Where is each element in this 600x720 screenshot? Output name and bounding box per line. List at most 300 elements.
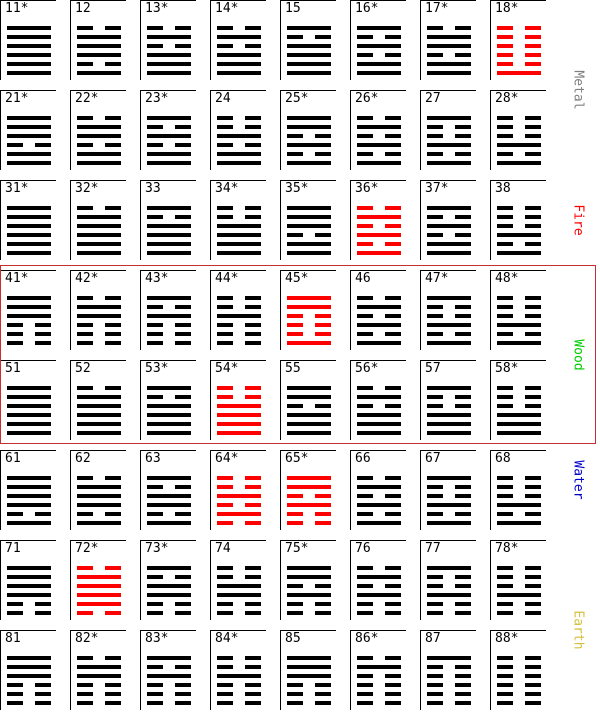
solid-line [147, 35, 191, 39]
solid-line [287, 476, 331, 480]
hexagram-number: 31* [5, 181, 29, 196]
hexagram-cell [350, 180, 406, 260]
broken-line-segment [385, 314, 401, 318]
broken-line-segment [357, 692, 373, 696]
hexagram-cell [490, 270, 546, 350]
broken-line-segment [217, 26, 233, 30]
solid-line [147, 53, 191, 57]
broken-line-segment [147, 485, 163, 489]
solid-line [77, 224, 121, 228]
broken-line-segment [147, 611, 163, 615]
broken-line-segment [175, 26, 191, 30]
solid-line [287, 62, 331, 66]
solid-line [287, 296, 331, 300]
hexagram-number: 82* [75, 631, 99, 646]
broken-line-segment [7, 323, 23, 327]
solid-line [147, 422, 191, 426]
hexagram-cell [350, 90, 406, 170]
solid-line [7, 476, 51, 480]
broken-line-segment [357, 296, 373, 300]
broken-line-segment [217, 395, 233, 399]
broken-line-segment [147, 332, 163, 336]
broken-line-segment [105, 143, 121, 147]
hexagram-number: 66 [355, 451, 371, 466]
solid-line [357, 44, 401, 48]
broken-line-segment [525, 575, 541, 579]
broken-line-segment [525, 692, 541, 696]
broken-line-segment [245, 386, 261, 390]
solid-line [147, 206, 191, 210]
solid-line [357, 575, 401, 579]
broken-line-segment [217, 323, 233, 327]
broken-line-segment [245, 566, 261, 570]
solid-line [287, 422, 331, 426]
broken-line-segment [77, 296, 93, 300]
broken-line-segment [7, 512, 23, 516]
solid-line [217, 35, 261, 39]
hexagram-number: 68 [495, 451, 511, 466]
hexagram-cell [0, 540, 56, 620]
hexagram-cell [280, 450, 336, 530]
broken-line-segment [427, 575, 443, 579]
broken-line-segment [455, 53, 471, 57]
broken-line-segment [287, 602, 303, 606]
hexagram-cell [0, 270, 56, 350]
solid-line [7, 665, 51, 669]
broken-line-segment [175, 512, 191, 516]
hexagram-cell [140, 360, 196, 440]
broken-line-segment [455, 233, 471, 237]
solid-line [427, 422, 471, 426]
broken-line-segment [105, 611, 121, 615]
solid-line [497, 143, 541, 147]
broken-line-segment [357, 386, 373, 390]
hexagram-number: 57 [425, 361, 441, 376]
solid-line [7, 494, 51, 498]
broken-line-segment [497, 485, 513, 489]
solid-line [427, 161, 471, 165]
broken-line-segment [427, 611, 443, 615]
broken-line-segment [147, 26, 163, 30]
element-name: Earth [570, 610, 586, 650]
solid-line [287, 125, 331, 129]
solid-line [287, 575, 331, 579]
broken-line-segment [147, 44, 163, 48]
hexagram-cell [420, 90, 476, 170]
broken-line-segment [455, 26, 471, 30]
broken-line-segment [245, 701, 261, 705]
solid-line [147, 116, 191, 120]
broken-line-segment [385, 476, 401, 480]
broken-line-segment [217, 683, 233, 687]
broken-line-segment [245, 503, 261, 507]
broken-line-segment [147, 125, 163, 129]
broken-line-segment [385, 53, 401, 57]
broken-line-segment [175, 701, 191, 705]
broken-line-segment [245, 692, 261, 696]
solid-line [217, 251, 261, 255]
broken-line-segment [287, 134, 303, 138]
solid-line [287, 386, 331, 390]
broken-line-segment [147, 692, 163, 696]
hexagram-cell [210, 270, 266, 350]
broken-line-segment [525, 494, 541, 498]
broken-line-segment [497, 512, 513, 516]
solid-line [147, 413, 191, 417]
hexagram-cell [420, 360, 476, 440]
broken-line-segment [385, 566, 401, 570]
solid-line [147, 161, 191, 165]
broken-line-segment [315, 332, 331, 336]
broken-line-segment [105, 692, 121, 696]
broken-line-segment [35, 683, 51, 687]
solid-line [427, 224, 471, 228]
hexagram-number: 47* [425, 271, 449, 286]
solid-line [147, 251, 191, 255]
hexagram-number: 64* [215, 451, 239, 466]
solid-line [427, 476, 471, 480]
broken-line-segment [217, 215, 233, 219]
broken-line-segment [497, 701, 513, 705]
solid-line [357, 251, 401, 255]
broken-line-segment [245, 395, 261, 399]
hexagram-number: 77 [425, 541, 441, 556]
broken-line-segment [217, 125, 233, 129]
broken-line-segment [357, 494, 373, 498]
solid-line [77, 413, 121, 417]
broken-line-segment [217, 143, 233, 147]
broken-line-segment [35, 143, 51, 147]
hexagram-cell [490, 450, 546, 530]
broken-line-segment [217, 206, 233, 210]
broken-line-segment [175, 575, 191, 579]
hexagram-number: 17* [425, 1, 449, 16]
broken-line-segment [525, 116, 541, 120]
element-name: Wood [570, 339, 586, 371]
solid-line [147, 476, 191, 480]
broken-line-segment [35, 323, 51, 327]
hexagram-number: 27 [425, 91, 441, 106]
broken-line-segment [525, 242, 541, 246]
hexagram-cell [0, 360, 56, 440]
solid-line [7, 62, 51, 66]
solid-line [497, 422, 541, 426]
broken-line-segment [217, 305, 233, 309]
broken-line-segment [455, 665, 471, 669]
broken-line-segment [427, 332, 443, 336]
broken-line-segment [497, 683, 513, 687]
solid-line [147, 62, 191, 66]
hexagram-number: 35* [285, 181, 309, 196]
broken-line-segment [217, 503, 233, 507]
hexagram-cell [0, 180, 56, 260]
solid-line [147, 503, 191, 507]
solid-line [147, 566, 191, 570]
solid-line [287, 215, 331, 219]
solid-line [77, 485, 121, 489]
hexagram-number: 15 [285, 1, 301, 16]
broken-line-segment [77, 332, 93, 336]
solid-line [7, 242, 51, 246]
solid-line [217, 71, 261, 75]
solid-line [217, 674, 261, 678]
broken-line-segment [427, 134, 443, 138]
solid-line [7, 674, 51, 678]
hexagram-cell [70, 450, 126, 530]
hexagram-number: 76 [355, 541, 371, 556]
broken-line-segment [77, 386, 93, 390]
broken-line-segment [455, 602, 471, 606]
hexagram-cell [70, 180, 126, 260]
broken-line-segment [245, 521, 261, 525]
solid-line [147, 404, 191, 408]
solid-line [427, 431, 471, 435]
solid-line [287, 305, 331, 309]
hexagram-number: 65* [285, 451, 309, 466]
broken-line-segment [497, 575, 513, 579]
broken-line-segment [427, 692, 443, 696]
hexagram-cell [210, 630, 266, 710]
broken-line-segment [245, 656, 261, 660]
broken-line-segment [245, 332, 261, 336]
broken-line-segment [147, 512, 163, 516]
broken-line-segment [525, 215, 541, 219]
broken-line-segment [35, 701, 51, 705]
hexagram-cell [70, 360, 126, 440]
hexagram-cell [70, 540, 126, 620]
broken-line-segment [217, 485, 233, 489]
broken-line-segment [245, 26, 261, 30]
broken-line-segment [357, 476, 373, 480]
broken-line-segment [427, 395, 443, 399]
hexagram-cell [0, 450, 56, 530]
broken-line-segment [175, 665, 191, 669]
broken-line-segment [497, 692, 513, 696]
broken-line-segment [7, 683, 23, 687]
broken-line-segment [245, 296, 261, 300]
hexagram-cell [350, 540, 406, 620]
broken-line-segment [175, 341, 191, 345]
broken-line-segment [427, 404, 443, 408]
broken-line-segment [175, 305, 191, 309]
broken-line-segment [427, 683, 443, 687]
broken-line-segment [245, 323, 261, 327]
broken-line-segment [455, 485, 471, 489]
broken-line-segment [315, 233, 331, 237]
solid-line [357, 143, 401, 147]
broken-line-segment [525, 683, 541, 687]
solid-line [497, 413, 541, 417]
broken-line-segment [105, 701, 121, 705]
solid-line [7, 224, 51, 228]
solid-line [77, 584, 121, 588]
broken-line-segment [427, 53, 443, 57]
hexagram-cell [0, 0, 56, 80]
broken-line-segment [315, 683, 331, 687]
solid-line [77, 242, 121, 246]
broken-line-segment [245, 125, 261, 129]
broken-line-segment [217, 701, 233, 705]
solid-line [287, 431, 331, 435]
hexagram-number: 54* [215, 361, 239, 376]
hexagram-cell [210, 90, 266, 170]
broken-line-segment [525, 44, 541, 48]
broken-line-segment [497, 494, 513, 498]
broken-line-segment [175, 395, 191, 399]
broken-line-segment [427, 215, 443, 219]
solid-line [217, 314, 261, 318]
broken-line-segment [525, 584, 541, 588]
solid-line [287, 224, 331, 228]
hexagram-cell [140, 270, 196, 350]
broken-line-segment [7, 602, 23, 606]
broken-line-segment [497, 206, 513, 210]
hexagram-number: 86* [355, 631, 379, 646]
broken-line-segment [455, 674, 471, 678]
broken-line-segment [455, 692, 471, 696]
broken-line-segment [385, 692, 401, 696]
solid-line [217, 53, 261, 57]
broken-line-segment [105, 683, 121, 687]
broken-line-segment [147, 602, 163, 606]
solid-line [147, 521, 191, 525]
broken-line-segment [217, 116, 233, 120]
broken-line-segment [525, 296, 541, 300]
solid-line [217, 593, 261, 597]
broken-line-segment [147, 683, 163, 687]
broken-line-segment [385, 584, 401, 588]
solid-line [7, 251, 51, 255]
broken-line-segment [455, 314, 471, 318]
solid-line [77, 35, 121, 39]
solid-line [7, 503, 51, 507]
broken-line-segment [385, 296, 401, 300]
solid-line [427, 503, 471, 507]
broken-line-segment [455, 512, 471, 516]
solid-line [77, 395, 121, 399]
hexagram-number: 48* [495, 271, 519, 286]
broken-line-segment [315, 35, 331, 39]
hexagram-cell [420, 540, 476, 620]
solid-line [77, 575, 121, 579]
broken-line-segment [357, 701, 373, 705]
solid-line [77, 674, 121, 678]
hexagram-cell [140, 630, 196, 710]
broken-line-segment [357, 584, 373, 588]
broken-line-segment [315, 602, 331, 606]
broken-line-segment [497, 305, 513, 309]
broken-line-segment [245, 476, 261, 480]
hexagram-cell [490, 90, 546, 170]
broken-line-segment [217, 476, 233, 480]
broken-line-segment [217, 296, 233, 300]
broken-line-segment [77, 512, 93, 516]
broken-line-segment [287, 584, 303, 588]
broken-line-segment [175, 125, 191, 129]
hexagram-number: 33 [145, 181, 161, 196]
solid-line [147, 386, 191, 390]
solid-line [77, 134, 121, 138]
hexagram-number: 53* [145, 361, 169, 376]
solid-line [217, 404, 261, 408]
hexagram-number: 13* [145, 1, 169, 16]
solid-line [357, 485, 401, 489]
hexagram-number: 11* [5, 1, 29, 16]
hexagram-cell [0, 630, 56, 710]
solid-line [147, 314, 191, 318]
hexagram-number: 74 [215, 541, 231, 556]
solid-line [287, 242, 331, 246]
solid-line [217, 494, 261, 498]
solid-line [7, 593, 51, 597]
solid-line [77, 602, 121, 606]
broken-line-segment [525, 602, 541, 606]
solid-line [217, 431, 261, 435]
broken-line-segment [525, 332, 541, 336]
broken-line-segment [497, 62, 513, 66]
solid-line [7, 44, 51, 48]
broken-line-segment [427, 314, 443, 318]
broken-line-segment [497, 404, 513, 408]
hexagram-cell [210, 540, 266, 620]
hexagram-cell [490, 360, 546, 440]
solid-line [287, 71, 331, 75]
hexagram-number: 67 [425, 451, 441, 466]
solid-line [7, 134, 51, 138]
broken-line-segment [385, 332, 401, 336]
broken-line-segment [245, 44, 261, 48]
broken-line-segment [105, 26, 121, 30]
broken-line-segment [497, 395, 513, 399]
hexagram-number: 81 [5, 631, 21, 646]
broken-line-segment [35, 602, 51, 606]
broken-line-segment [77, 476, 93, 480]
solid-line [497, 251, 541, 255]
solid-line [7, 305, 51, 309]
broken-line-segment [427, 701, 443, 705]
broken-line-segment [525, 35, 541, 39]
hexagram-cell [350, 270, 406, 350]
broken-line-segment [217, 341, 233, 345]
hexagram-number: 61 [5, 451, 21, 466]
solid-line [7, 215, 51, 219]
solid-line [217, 512, 261, 516]
solid-line [77, 53, 121, 57]
hexagram-cell [280, 270, 336, 350]
hexagram-number: 88* [495, 631, 519, 646]
broken-line-segment [497, 296, 513, 300]
broken-line-segment [455, 215, 471, 219]
hexagram-cell [140, 180, 196, 260]
solid-line [77, 593, 121, 597]
solid-line [427, 341, 471, 345]
solid-line [497, 341, 541, 345]
broken-line-segment [315, 521, 331, 525]
broken-line-segment [175, 485, 191, 489]
broken-line-segment [7, 611, 23, 615]
solid-line [427, 242, 471, 246]
solid-line [357, 341, 401, 345]
solid-line [287, 566, 331, 570]
broken-line-segment [497, 44, 513, 48]
hexagram-cell [280, 360, 336, 440]
solid-line [357, 521, 401, 525]
broken-line-segment [77, 26, 93, 30]
solid-line [7, 656, 51, 660]
broken-line-segment [77, 323, 93, 327]
solid-line [7, 386, 51, 390]
hexagram-number: 87 [425, 631, 441, 646]
